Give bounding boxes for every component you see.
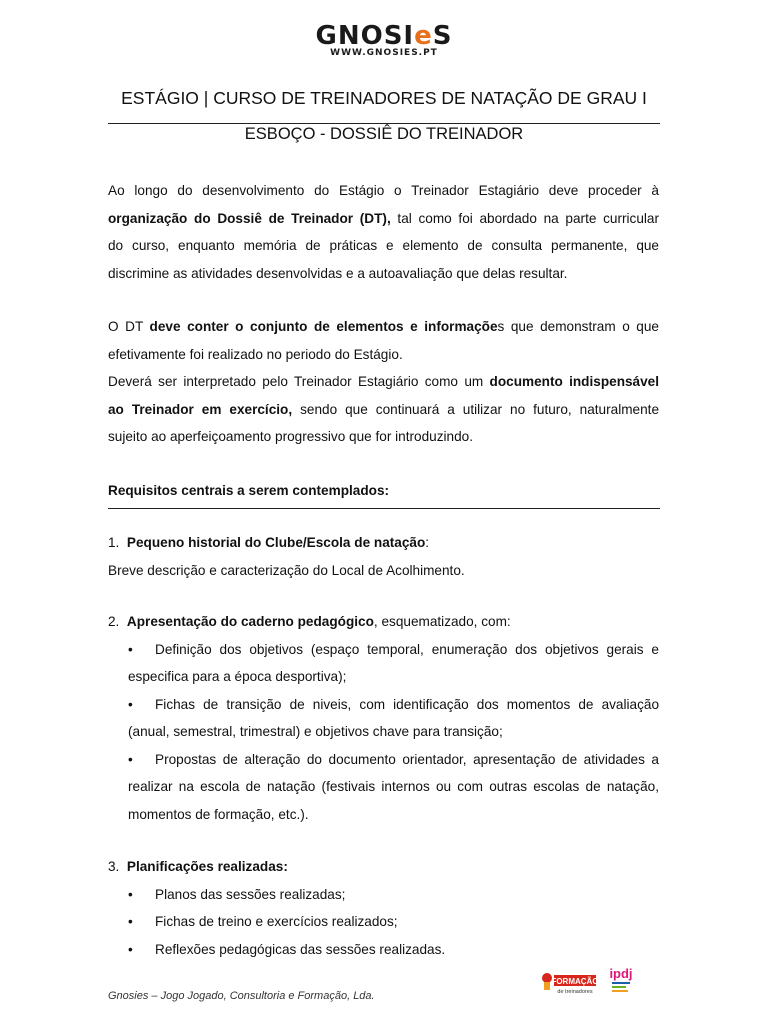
dt-paragraph (108, 313, 659, 451)
requirements-divider (108, 508, 660, 509)
bullet-list (108, 881, 659, 964)
bullet-icon: • (128, 751, 133, 767)
intro-line: Ao longo do desenvolvimento do Estágio o Treinador Estagiário deve proceder à (108, 183, 659, 198)
formacao-treinadores-logo (540, 966, 600, 996)
footer-text: Gnosies – Jogo Jogado, Consultoria e Formação, Lda. (108, 990, 375, 1002)
bullet-list (108, 636, 659, 829)
bullet-icon: • (128, 941, 133, 957)
ipdj-logo (606, 962, 636, 1000)
intro-line: organização do Dossiê de Treinador (DT), tal como foi abordado na parte curricular (108, 210, 659, 226)
svg-text:FORMAÇÃO: FORMAÇÃO (551, 977, 599, 986)
list-item: • Fichas de transição de niveis, com identificação dos momentos de avaliação (anual, semestral, trimestral) e objetivos chave para transição; (108, 691, 659, 746)
svg-text:ipdj: ipdj (609, 966, 633, 981)
bullet-icon: • (128, 886, 133, 902)
intro-paragraph (108, 177, 659, 287)
dt-line: O DT deve conter o conjunto de elementos e informações que demonstram o que (108, 319, 659, 334)
section-heading: 3. Planificações realizadas: (108, 859, 288, 874)
section-text: Breve descrição e caracterização do Local de Acolhimento. (108, 562, 465, 578)
section-2 (108, 608, 659, 828)
section-heading: 2. Apresentação do caderno pedagógico, esquematizado, com: (108, 614, 511, 629)
list-item: • Propostas de alteração do documento orientador, apresentação de atividades a realizar na escola de natação (festivais internos ou com outras escolas de natação, momentos de formação, etc.). (108, 746, 659, 829)
intro-line: do curso, enquanto memória de práticas e elemento de consulta permanente, que (108, 238, 659, 253)
requirements-heading: Requisitos centrais a serem contemplados: (108, 483, 390, 498)
bullet-icon: • (128, 914, 133, 929)
dt-line: Deverá ser interpretado pelo Treinador Estagiário como um documento indispensável (108, 374, 660, 389)
bullet-icon: • (128, 641, 133, 657)
intro-line: discrimine as atividades desenvolvidas e a autoavaliação que delas resultar. (108, 265, 568, 281)
list-item: • Definição dos objetivos (espaço temporal, enumeração dos objetivos gerais e especifica para a época desportiva); (108, 636, 659, 691)
document-title: ESTÁGIO | CURSO DE TREINADORES DE NATAÇÃO DE GRAU I (121, 88, 647, 108)
document-subtitle: ESBOÇO - DOSSIÊ DO TREINADOR (244, 125, 524, 143)
list-item: • Planos das sessões realizadas; (108, 881, 659, 909)
bullet-icon: • (128, 696, 133, 712)
logo-wordmark: GNOSIeS (315, 21, 453, 51)
section-1 (108, 529, 659, 584)
title-divider (108, 123, 660, 124)
dt-line: ao Treinador em exercício, sendo que continuará a utilizar no futuro, naturalmente (108, 401, 659, 417)
section-heading: 1. Pequeno historial do Clube/Escola de natação: (108, 535, 430, 550)
dt-line: sujeito ao aperfeiçoamento progressivo que for introduzindo. (108, 429, 473, 444)
list-item: • Reflexões pedagógicas das sessões realizadas. (108, 936, 659, 964)
section-3 (108, 853, 659, 963)
dt-line: efetivamente foi realizado no periodo do Estágio. (108, 346, 403, 362)
svg-text:de treinadores: de treinadores (557, 989, 593, 995)
gnosies-logo (0, 22, 768, 58)
list-item: • Fichas de treino e exercícios realizados; (108, 908, 659, 936)
logo-url: WWW.GNOSIES.PT (330, 48, 438, 58)
